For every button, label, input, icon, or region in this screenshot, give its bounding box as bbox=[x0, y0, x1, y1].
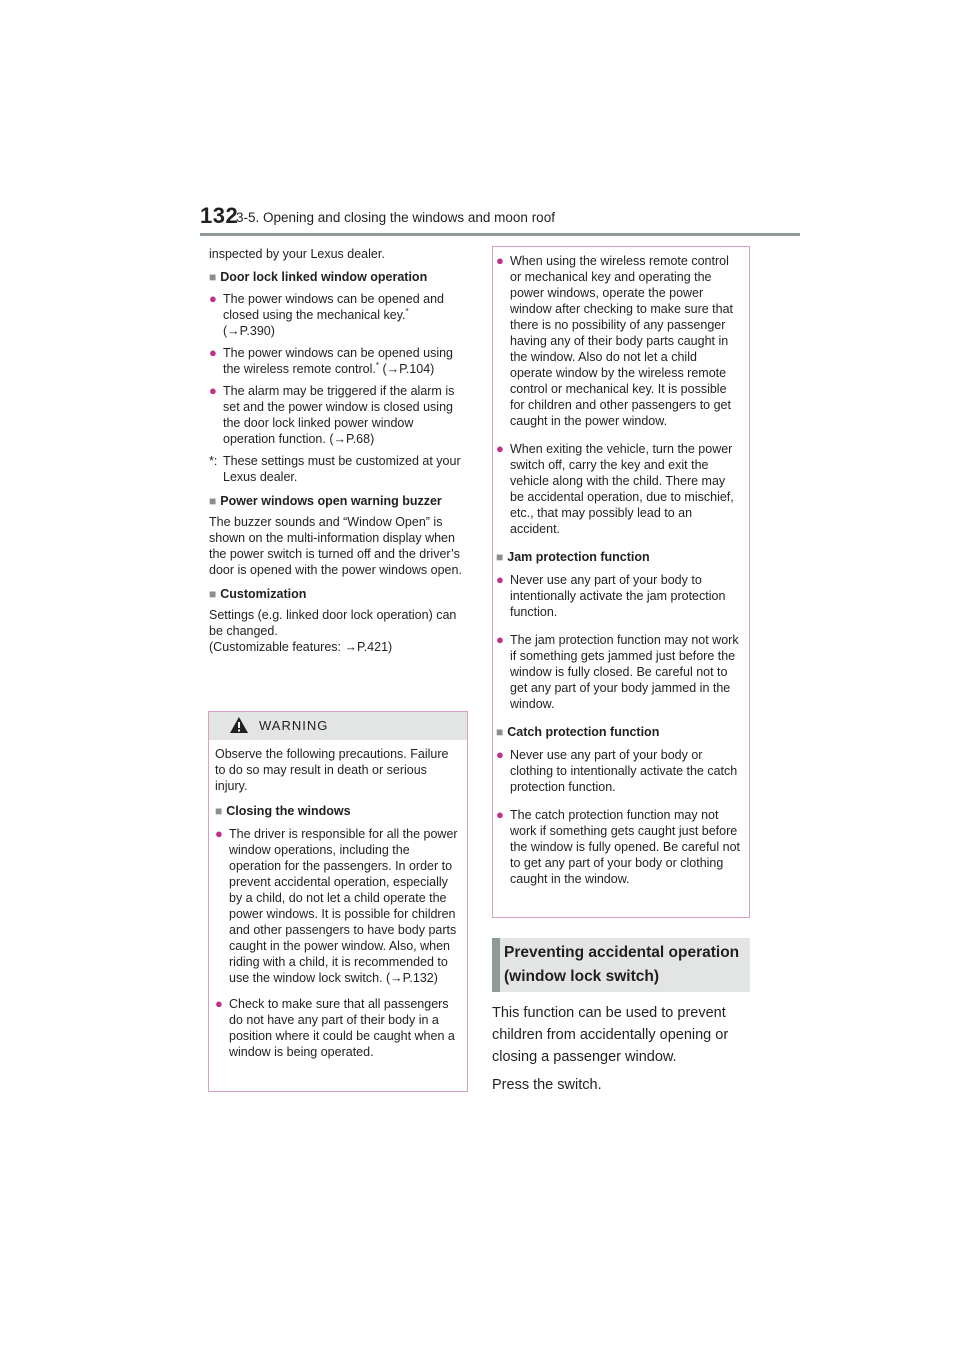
bullet-icon: ● bbox=[215, 826, 223, 841]
footnote: *: These settings must be customized at your Lexus dealer. bbox=[209, 454, 461, 484]
jam-protection-heading: ■ Jam protection function bbox=[496, 550, 650, 564]
left-column bbox=[209, 246, 467, 655]
warning-content bbox=[215, 746, 461, 1060]
list-item: ● Never use any part of your body to intentionally activate the jam protection function. bbox=[496, 572, 726, 619]
bullet-icon: ● bbox=[496, 747, 504, 762]
square-bullet-icon: ■ bbox=[209, 494, 217, 508]
list-item: ● The jam protection function may not work if something gets jammed just before the window is fully closed. Be careful not to get any part of your body jammed in the window. bbox=[496, 632, 739, 711]
section-heading-title: Preventing accidental operation (window lock switch) bbox=[504, 944, 740, 985]
closing-windows-heading: ■ Closing the windows bbox=[215, 804, 351, 818]
customization-reference: (Customizable features: →P.421) bbox=[209, 640, 393, 654]
customization-text: Settings (e.g. linked door lock operation) can be changed. bbox=[209, 608, 457, 638]
bullet-icon: ● bbox=[496, 572, 504, 587]
list-item: ● The catch protection function may not work if something gets caught just before the window is fully opened. Be careful not to get any part of your body or clothing caught in the window. bbox=[496, 807, 740, 886]
bullet-icon: ● bbox=[209, 291, 217, 306]
page-reference: (→P.104) bbox=[382, 362, 435, 376]
catch-protection-heading: ■ Catch protection function bbox=[496, 725, 660, 739]
warning-intro: Observe the following precautions. Failure to do so may result in death or serious injury. bbox=[215, 747, 449, 793]
list-item: ● The alarm may be triggered if the alarm is set and the power window is closed using the door lock linked power window operation function. (→P.68) bbox=[209, 383, 455, 446]
buzzer-text: The buzzer sounds and “Window Open” is shown on the multi-information display when the power switch is turned off and the driver’s door is opened with the power windows open. bbox=[209, 515, 462, 577]
section-heading bbox=[492, 938, 750, 992]
list-item: ● When exiting the vehicle, turn the power switch off, carry the key and exit the vehicle along with the child. There may be accidental operation, due to mischief, etc., that may possibly lead to an accident. bbox=[496, 441, 734, 536]
list-item: ● The power windows can be opened using the wireless remote control.* (→P.104) bbox=[209, 345, 454, 376]
press-text: Press the switch. bbox=[492, 1077, 602, 1093]
warning-header bbox=[209, 712, 467, 740]
prevent-text: This function can be used to prevent children from accidentally opening or closing a passenger window. bbox=[492, 1005, 729, 1065]
door-lock-heading: ■ Door lock linked window operation bbox=[209, 270, 428, 284]
section-title: 3-5. Opening and closing the windows and moon roof bbox=[236, 210, 555, 225]
bullet-icon: ● bbox=[215, 996, 223, 1011]
warning-continued-box bbox=[492, 246, 750, 918]
warning-box bbox=[208, 711, 468, 1092]
square-bullet-icon: ■ bbox=[496, 550, 504, 564]
intro-text: inspected by your Lexus dealer. bbox=[209, 247, 385, 261]
list-item: ● Never use any part of your body or clothing to intentionally activate the catch protection function. bbox=[496, 747, 738, 794]
list-item: ● When using the wireless remote control or mechanical key and operating the power windows, operate the power window after checking to make sure that there is no possibility of any passenger having any of their body parts caught in the window. Also do not let a child operate window by the wireless remote control or mechanical key. It is possible for children and other passengers to get caught in the power window. bbox=[496, 253, 734, 428]
page-reference: (→P.390) bbox=[223, 324, 275, 338]
section-body bbox=[492, 1002, 752, 1096]
square-bullet-icon: ■ bbox=[209, 270, 217, 284]
bullet-icon: ● bbox=[496, 632, 504, 647]
warning-icon bbox=[229, 716, 249, 734]
customization-heading: ■ Customization bbox=[209, 587, 307, 601]
warning-continued-content bbox=[496, 253, 742, 887]
list-item: ● The power windows can be opened and closed using the mechanical key.* (→P.390) bbox=[209, 291, 444, 338]
header-rule bbox=[200, 233, 800, 236]
square-bullet-icon: ■ bbox=[496, 725, 504, 739]
list-item: ● Check to make sure that all passengers do not have any part of their body in a position where it could be caught when a window is being operated. bbox=[215, 996, 455, 1059]
square-bullet-icon: ■ bbox=[215, 804, 223, 818]
page-number: 132 bbox=[200, 203, 239, 228]
buzzer-heading: ■ Power windows open warning buzzer bbox=[209, 494, 442, 508]
heading-bar bbox=[492, 938, 500, 992]
page-header bbox=[200, 203, 800, 237]
bullet-icon: ● bbox=[209, 383, 217, 398]
bullet-icon: ● bbox=[496, 253, 504, 268]
square-bullet-icon: ■ bbox=[209, 587, 217, 601]
bullet-icon: ● bbox=[209, 345, 217, 360]
list-item: ● The driver is responsible for all the power window operations, including the operation for the passengers. In order to prevent accidental operation, especially by a child, do not let a child operate the power windows. It is possible for children and other passengers to have body parts caught in the power window. Also, when riding with a child, it is recommended to use the window lock switch. (→P.132) bbox=[215, 826, 458, 985]
warning-title: WARNING bbox=[259, 718, 329, 733]
bullet-icon: ● bbox=[496, 807, 504, 822]
bullet-icon: ● bbox=[496, 441, 504, 456]
